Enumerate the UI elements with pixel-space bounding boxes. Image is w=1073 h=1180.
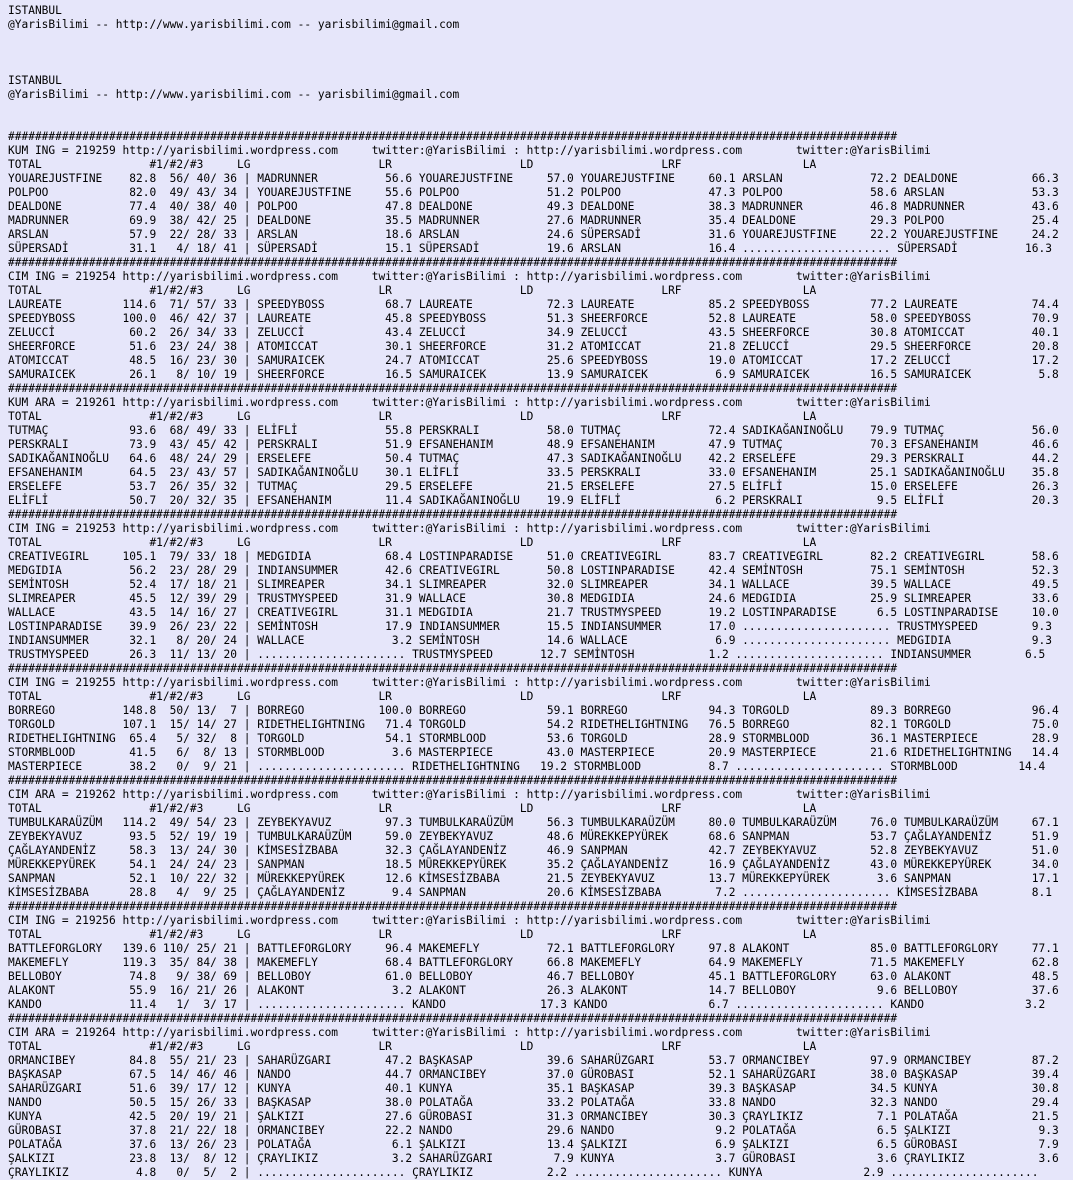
- horse-row: EFSANEHANIM 64.5 23/ 43/ 57 | SADIKAĞANINOĞLU 30.1 ELİFLİ 33.5 PERSKRALI 33.0 EFSANEHANIM 25.1 SADIKAĞANINOĞLU 35.8: [8, 466, 1059, 479]
- horse-row: SLIMREAPER 45.5 12/ 39/ 29 | TRUSTMYSPEED 31.9 WALLACE 30.8 MEDGIDIA 24.6 MEDGIDIA 25.9 SLIMREAPER 33.6: [8, 592, 1059, 605]
- header-city: ISTANBUL: [8, 4, 62, 17]
- horse-row: KANDO 11.4 1/ 3/ 17 | ...................... KANDO 17.3 KANDO 6.7 ...................... KANDO 3.2: [8, 998, 1046, 1011]
- column-header-line: TOTAL #1/#2/#3 LG LR LD LRF LA: [8, 928, 817, 941]
- race-header-line: CIM ING = 219255 http://yarisbilimi.wordpress.com twitter:@YarisBilimi : http://yarisbilimi.wordpress.com twitter:@YarisBilimi: [8, 676, 931, 689]
- race-header-line: CIM ING = 219256 http://yarisbilimi.wordpress.com twitter:@YarisBilimi : http://yarisbilimi.wordpress.com twitter:@YarisBilimi: [8, 914, 931, 927]
- horse-row: ÇRAYLIKIZ 4.8 0/ 5/ 2 | ...................... ÇRAYLIKIZ 2.2 ...................... KUNYA 2.9 ......................: [8, 1166, 1039, 1179]
- horse-row: DEALDONE 77.4 40/ 38/ 40 | POLPOO 47.8 DEALDONE 49.3 DEALDONE 38.3 MADRUNNER 46.8 MADRUNNER 43.6: [8, 200, 1059, 213]
- column-header-line: TOTAL #1/#2/#3 LG LR LD LRF LA: [8, 536, 817, 549]
- horse-row: KUNYA 42.5 20/ 19/ 21 | ŞALKIZI 27.6 GÜROBASI 31.3 ORMANCIBEY 30.3 ÇRAYLIKIZ 7.1 POLATAĞA 21.5: [8, 1110, 1059, 1123]
- horse-row: RIDETHELIGHTNING 65.4 5/ 32/ 8 | TORGOLD 54.1 STORMBLOOD 53.6 TORGOLD 28.9 STORMBLOOD 36.1 MASTERPIECE 28.9: [8, 732, 1059, 745]
- race-header-line: CIM ARA = 219262 http://yarisbilimi.wordpress.com twitter:@YarisBilimi : http://yarisbilimi.wordpress.com twitter:@YarisBilimi: [8, 788, 931, 801]
- blank-line: [8, 60, 1073, 74]
- horse-row: WALLACE 43.5 14/ 16/ 27 | CREATIVEGIRL 31.1 MEDGIDIA 21.7 TRUSTMYSPEED 19.2 LOSTINPARADISE 6.5 LOSTINPARADISE 10.0: [8, 606, 1059, 619]
- horse-row: KİMSESİZBABA 28.8 4/ 9/ 25 | ÇAĞLAYANDENİZ 9.4 SANPMAN 20.6 KİMSESİZBABA 7.2 ...................... KİMSESİZBABA 8.1: [8, 886, 1052, 899]
- horse-row: TUMBULKARAÜZÜM 114.2 49/ 54/ 23 | ZEYBEKYAVUZ 97.3 TUMBULKARAÜZÜM 56.3 TUMBULKARAÜZÜM 80.0 TUMBULKARAÜZÜM 76.0 TUMBULKARAÜZÜM 67.1: [8, 816, 1059, 829]
- race-header-line: CIM ARA = 219264 http://yarisbilimi.wordpress.com twitter:@YarisBilimi : http://yarisbilimi.wordpress.com twitter:@YarisBilimi: [8, 1026, 931, 1039]
- horse-row: MADRUNNER 69.9 38/ 42/ 25 | DEALDONE 35.5 MADRUNNER 27.6 MADRUNNER 35.4 DEALDONE 29.3 POLPOO 25.4: [8, 214, 1059, 227]
- separator-line: ####################################################################################################################################: [8, 382, 898, 395]
- separator-line: ####################################################################################################################################: [8, 256, 898, 269]
- horse-row: STORMBLOOD 41.5 6/ 8/ 13 | STORMBLOOD 3.6 MASTERPIECE 43.0 MASTERPIECE 20.9 MASTERPIECE 21.6 RIDETHELIGHTNING 14.4: [8, 746, 1059, 759]
- race-header-line: KUM ARA = 219261 http://yarisbilimi.wordpress.com twitter:@YarisBilimi : http://yarisbilimi.wordpress.com twitter:@YarisBilimi: [8, 396, 931, 409]
- horse-row: MAKEMEFLY 119.3 35/ 84/ 38 | MAKEMEFLY 68.4 BATTLEFORGLORY 66.8 MAKEMEFLY 64.9 MAKEMEFLY 71.5 MAKEMEFLY 62.8: [8, 956, 1059, 969]
- horse-row: ORMANCIBEY 84.8 55/ 21/ 23 | SAHARÜZGARI 47.2 BAŞKASAP 39.6 SAHARÜZGARI 53.7 ORMANCIBEY 97.9 ORMANCIBEY 87.2: [8, 1054, 1059, 1067]
- horse-row: ARSLAN 57.9 22/ 28/ 33 | ARSLAN 18.6 ARSLAN 24.6 SÜPERSADİ 31.6 YOUAREJUSTFINE 22.2 YOUAREJUSTFINE 24.2: [8, 228, 1059, 241]
- column-header-line: TOTAL #1/#2/#3 LG LR LD LRF LA: [8, 802, 817, 815]
- column-header-line: TOTAL #1/#2/#3 LG LR LD LRF LA: [8, 158, 817, 171]
- column-header-line: TOTAL #1/#2/#3 LG LR LD LRF LA: [8, 410, 817, 423]
- horse-row: ÇAĞLAYANDENİZ 58.3 13/ 24/ 30 | KİMSESİZBABA 32.3 ÇAĞLAYANDENİZ 46.9 SANPMAN 42.7 ZEYBEKYAVUZ 52.8 ZEYBEKYAVUZ 51.0: [8, 844, 1059, 857]
- horse-row: ZELUCCİ 60.2 26/ 34/ 33 | ZELUCCİ 43.4 ZELUCCİ 34.9 ZELUCCİ 43.5 SHEERFORCE 30.8 ATOMICCAT 40.1: [8, 326, 1059, 339]
- horse-row: MASTERPIECE 38.2 0/ 9/ 21 | ...................... RIDETHELIGHTNING 19.2 STORMBLOOD 8.7 ...................... STORMBLOOD 14.4: [8, 760, 1046, 773]
- horse-row: BATTLEFORGLORY 139.6 110/ 25/ 21 | BATTLEFORGLORY 96.4 MAKEMEFLY 72.1 BATTLEFORGLORY 97.8 ALAKONT 85.0 BATTLEFORGLORY 77.1: [8, 942, 1059, 955]
- horse-row: CREATIVEGIRL 105.1 79/ 33/ 18 | MEDGIDIA 68.4 LOSTINPARADISE 51.0 CREATIVEGIRL 83.7 CREATIVEGIRL 82.2 CREATIVEGIRL 58.6: [8, 550, 1059, 563]
- horse-row: SADIKAĞANINOĞLU 64.6 48/ 24/ 29 | ERSELEFE 50.4 TUTMAÇ 47.3 SADIKAĞANINOĞLU 42.2 ERSELEFE 29.3 PERSKRALI 44.2: [8, 452, 1059, 465]
- horse-row: BAŞKASAP 67.5 14/ 46/ 46 | NANDO 44.7 ORMANCIBEY 37.0 GÜROBASI 52.1 SAHARÜZGARI 38.0 BAŞKASAP 39.4: [8, 1068, 1059, 1081]
- horse-row: ATOMICCAT 48.5 16/ 23/ 30 | SAMURAICEK 24.7 ATOMICCAT 25.6 SPEEDYBOSS 19.0 ATOMICCAT 17.2 ZELUCCİ 17.2: [8, 354, 1059, 367]
- race-header-line: CIM ING = 219253 http://yarisbilimi.wordpress.com twitter:@YarisBilimi : http://yarisbilimi.wordpress.com twitter:@YarisBilimi: [8, 522, 931, 535]
- horse-row: SAMURAICEK 26.1 8/ 10/ 19 | SHEERFORCE 16.5 SAMURAICEK 13.9 SAMURAICEK 6.9 SAMURAICEK 16.5 SAMURAICEK 5.8: [8, 368, 1059, 381]
- blank-line: [8, 116, 1073, 130]
- separator-line: ####################################################################################################################################: [8, 130, 898, 143]
- horse-row: SANPMAN 52.1 10/ 22/ 32 | MÜREKKEPYÜREK 12.6 KİMSESİZBABA 21.5 ZEYBEKYAVUZ 13.7 MÜREKKEPYÜREK 3.6 SANPMAN 17.1: [8, 872, 1059, 885]
- horse-row: PERSKRALI 73.9 43/ 45/ 42 | PERSKRALI 51.9 EFSANEHANIM 48.9 EFSANEHANIM 47.9 TUTMAÇ 70.3 EFSANEHANIM 46.6: [8, 438, 1059, 451]
- blank-line: [8, 46, 1073, 60]
- horse-row: INDIANSUMMER 32.1 8/ 20/ 24 | WALLACE 3.2 SEMİNTOSH 14.6 WALLACE 6.9 ...................... MEDGIDIA 9.3: [8, 634, 1052, 647]
- horse-row: LAUREATE 114.6 71/ 57/ 33 | SPEEDYBOSS 68.7 LAUREATE 72.3 LAUREATE 85.2 SPEEDYBOSS 77.2 LAUREATE 74.4: [8, 298, 1059, 311]
- horse-row: ŞALKIZI 23.8 13/ 8/ 12 | ÇRAYLIKIZ 3.2 SAHARÜZGARI 7.9 KUNYA 3.7 GÜROBASI 3.6 ÇRAYLIKIZ 3.6: [8, 1152, 1059, 1165]
- horse-row: BELLOBOY 74.8 9/ 38/ 69 | BELLOBOY 61.0 BELLOBOY 46.7 BELLOBOY 45.1 BATTLEFORGLORY 63.0 ALAKONT 48.5: [8, 970, 1059, 983]
- separator-line: ####################################################################################################################################: [8, 900, 898, 913]
- blank-line: [8, 102, 1073, 116]
- horse-row: SAHARÜZGARI 51.6 39/ 17/ 12 | KUNYA 40.1 KUNYA 35.1 BAŞKASAP 39.3 BAŞKASAP 34.5 KUNYA 30.8: [8, 1082, 1059, 1095]
- horse-row: BORREGO 148.8 50/ 13/ 7 | BORREGO 100.0 BORREGO 59.1 BORREGO 94.3 TORGOLD 89.3 BORREGO 96.4: [8, 704, 1059, 717]
- horse-row: ERSELEFE 53.7 26/ 35/ 32 | TUTMAÇ 29.5 ERSELEFE 21.5 ERSELEFE 27.5 ELİFLİ 15.0 ERSELEFE 26.3: [8, 480, 1059, 493]
- separator-line: ####################################################################################################################################: [8, 1012, 898, 1025]
- horse-row: LOSTINPARADISE 39.9 26/ 23/ 22 | SEMİNTOSH 17.9 INDIANSUMMER 15.5 INDIANSUMMER 17.0 ...................... TRUSTMYSPEED 9.3: [8, 620, 1052, 633]
- header-contact-repeat: @YarisBilimi -- http://www.yarisbilimi.com -- yarisbilimi@gmail.com: [8, 88, 460, 101]
- separator-line: ####################################################################################################################################: [8, 774, 898, 787]
- header-city-repeat: ISTANBUL: [8, 74, 62, 87]
- horse-row: SHEERFORCE 51.6 23/ 24/ 38 | ATOMICCAT 30.1 SHEERFORCE 31.2 ATOMICCAT 21.8 ZELUCCİ 29.5 SHEERFORCE 20.8: [8, 340, 1059, 353]
- horse-row: SPEEDYBOSS 100.0 46/ 42/ 37 | LAUREATE 45.8 SPEEDYBOSS 51.3 SHEERFORCE 52.8 LAUREATE 58.0 SPEEDYBOSS 70.9: [8, 312, 1059, 325]
- header-contact: @YarisBilimi -- http://www.yarisbilimi.com -- yarisbilimi@gmail.com: [8, 18, 460, 31]
- horse-row: TUTMAÇ 93.6 68/ 49/ 33 | ELİFLİ 55.8 PERSKRALI 58.0 TUTMAÇ 72.4 SADIKAĞANINOĞLU 79.9 TUTMAÇ 56.0: [8, 424, 1059, 437]
- report-body: [8, 130, 1073, 1180]
- column-header-line: TOTAL #1/#2/#3 LG LR LD LRF LA: [8, 690, 817, 703]
- separator-line: ####################################################################################################################################: [8, 508, 898, 521]
- column-header-line: TOTAL #1/#2/#3 LG LR LD LRF LA: [8, 284, 817, 297]
- horse-row: ZEYBEKYAVUZ 93.5 52/ 19/ 19 | TUMBULKARAÜZÜM 59.0 ZEYBEKYAVUZ 48.6 MÜREKKEPYÜREK 68.6 SANPMAN 53.7 ÇAĞLAYANDENİZ 51.9: [8, 830, 1059, 843]
- column-header-line: TOTAL #1/#2/#3 LG LR LD LRF LA: [8, 1040, 817, 1053]
- horse-row: TORGOLD 107.1 15/ 14/ 27 | RIDETHELIGHTNING 71.4 TORGOLD 54.2 RIDETHELIGHTNING 76.5 BORREGO 82.1 TORGOLD 75.0: [8, 718, 1059, 731]
- horse-row: POLATAĞA 37.6 13/ 26/ 23 | POLATAĞA 6.1 ŞALKIZI 13.4 ŞALKIZI 6.9 ŞALKIZI 6.5 GÜROBASI 7.9: [8, 1138, 1059, 1151]
- horse-row: NANDO 50.5 15/ 26/ 33 | BAŞKASAP 38.0 POLATAĞA 33.2 POLATAĞA 33.8 NANDO 32.3 NANDO 29.4: [8, 1096, 1059, 1109]
- horse-row: SEMİNTOSH 52.4 17/ 18/ 21 | SLIMREAPER 34.1 SLIMREAPER 32.0 SLIMREAPER 34.1 WALLACE 39.5 WALLACE 49.5: [8, 578, 1059, 591]
- horse-row: GÜROBASI 37.8 21/ 22/ 18 | ORMANCIBEY 22.2 NANDO 29.6 NANDO 9.2 POLATAĞA 6.5 ŞALKIZI 9.3: [8, 1124, 1059, 1137]
- blank-line: [8, 32, 1073, 46]
- separator-line: ####################################################################################################################################: [8, 662, 898, 675]
- horse-row: YOUAREJUSTFINE 82.8 56/ 40/ 36 | MADRUNNER 56.6 YOUAREJUSTFINE 57.0 YOUAREJUSTFINE 60.1 ARSLAN 72.2 DEALDONE 66.3: [8, 172, 1059, 185]
- horse-row: SÜPERSADİ 31.1 4/ 18/ 41 | SÜPERSADİ 15.1 SÜPERSADİ 19.6 ARSLAN 16.4 ...................... SÜPERSADİ 16.3: [8, 242, 1052, 255]
- horse-row: MEDGIDIA 56.2 23/ 28/ 29 | INDIANSUMMER 42.6 CREATIVEGIRL 50.8 LOSTINPARADISE 42.4 SEMİNTOSH 75.1 SEMİNTOSH 52.3: [8, 564, 1059, 577]
- race-header-line: CIM ING = 219254 http://yarisbilimi.wordpress.com twitter:@YarisBilimi : http://yarisbilimi.wordpress.com twitter:@YarisBilimi: [8, 270, 931, 283]
- race-header-line: KUM ING = 219259 http://yarisbilimi.wordpress.com twitter:@YarisBilimi : http://yarisbilimi.wordpress.com twitter:@YarisBilimi: [8, 144, 931, 157]
- horse-row: MÜREKKEPYÜREK 54.1 24/ 24/ 23 | SANPMAN 18.5 MÜREKKEPYÜREK 35.2 ÇAĞLAYANDENİZ 16.9 ÇAĞLAYANDENİZ 43.0 MÜREKKEPYÜREK 34.0: [8, 858, 1059, 871]
- horse-row: TRUSTMYSPEED 26.3 11/ 13/ 20 | ...................... TRUSTMYSPEED 12.7 SEMİNTOSH 1.2 ...................... INDIANSUMMER 6.5: [8, 648, 1046, 661]
- horse-row: ELİFLİ 50.7 20/ 32/ 35 | EFSANEHANIM 11.4 SADIKAĞANINOĞLU 19.9 ELİFLİ 6.2 PERSKRALI 9.5 ELİFLİ 20.3: [8, 494, 1059, 507]
- horse-row: POLPOO 82.0 49/ 43/ 34 | YOUAREJUSTFINE 55.6 POLPOO 51.2 POLPOO 47.3 POLPOO 58.6 ARSLAN 53.3: [8, 186, 1059, 199]
- horse-row: ALAKONT 55.9 16/ 21/ 26 | ALAKONT 3.2 ALAKONT 26.3 ALAKONT 14.7 BELLOBOY 9.6 BELLOBOY 37.6: [8, 984, 1059, 997]
